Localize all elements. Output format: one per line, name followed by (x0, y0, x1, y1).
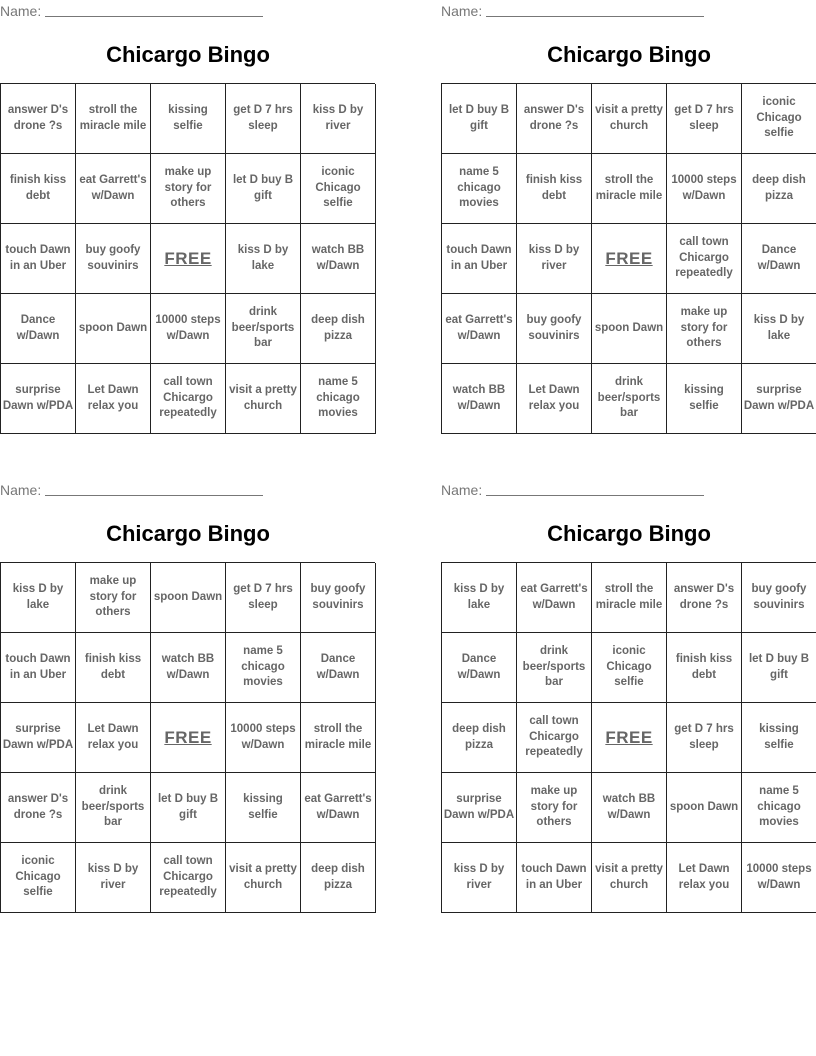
bingo-cell: drink beer/sports bar (226, 294, 301, 364)
bingo-cell: stroll the miracle mile (592, 563, 667, 633)
name-line (0, 3, 263, 19)
bingo-cell: iconic Chicago selfie (742, 84, 816, 154)
bingo-cell: Let Dawn relax you (517, 364, 592, 434)
bingo-cell: kiss D by river (442, 843, 517, 913)
name-label: Name: (0, 3, 42, 19)
bingo-cell: kiss D by lake (442, 563, 517, 633)
bingo-cell: deep dish pizza (742, 154, 816, 224)
name-blank-line (486, 3, 704, 17)
bingo-cell: 10000 steps w/Dawn (667, 154, 742, 224)
bingo-cell: make up story for others (667, 294, 742, 364)
bingo-cell: Let Dawn relax you (667, 843, 742, 913)
bingo-cell: surprise Dawn w/PDA (1, 703, 76, 773)
bingo-cell: surprise Dawn w/PDA (442, 773, 517, 843)
bingo-cell: watch BB w/Dawn (301, 224, 376, 294)
bingo-cell: Dance w/Dawn (442, 633, 517, 703)
bingo-cell: spoon Dawn (667, 773, 742, 843)
bingo-cell: touch Dawn in an Uber (1, 224, 76, 294)
name-label: Name: (441, 3, 483, 19)
bingo-cell: kissing selfie (151, 84, 226, 154)
bingo-cell: name 5 chicago movies (301, 364, 376, 434)
card-title: Chicargo Bingo (106, 521, 270, 546)
name-line (441, 3, 704, 19)
bingo-cell: eat Garrett's w/Dawn (76, 154, 151, 224)
name-blank-line (45, 482, 263, 496)
bingo-cell: Let Dawn relax you (76, 703, 151, 773)
bingo-cell: buy goofy souvinirs (517, 294, 592, 364)
bingo-grid (0, 562, 375, 913)
bingo-cell: iconic Chicago selfie (1, 843, 76, 913)
bingo-cell: kiss D by river (517, 224, 592, 294)
bingo-cell: touch Dawn in an Uber (517, 843, 592, 913)
free-space-cell: FREE (151, 703, 226, 773)
bingo-cell: 10000 steps w/Dawn (742, 843, 816, 913)
bingo-cell: Dance w/Dawn (301, 633, 376, 703)
bingo-cell: watch BB w/Dawn (442, 364, 517, 434)
bingo-cell: answer D's drone ?s (667, 563, 742, 633)
bingo-cell: iconic Chicago selfie (301, 154, 376, 224)
bingo-card (0, 0, 376, 435)
bingo-cell: kiss D by river (76, 843, 151, 913)
bingo-cell: answer D's drone ?s (1, 773, 76, 843)
bingo-cell: answer D's drone ?s (517, 84, 592, 154)
bingo-cell: call town Chicargo repeatedly (151, 364, 226, 434)
bingo-cell: 10000 steps w/Dawn (226, 703, 301, 773)
bingo-cell: spoon Dawn (76, 294, 151, 364)
bingo-cell: finish kiss debt (667, 633, 742, 703)
bingo-cell: spoon Dawn (592, 294, 667, 364)
bingo-grid (441, 83, 816, 434)
bingo-cell: drink beer/sports bar (592, 364, 667, 434)
bingo-cell: drink beer/sports bar (517, 633, 592, 703)
bingo-cell: call town Chicargo repeatedly (667, 224, 742, 294)
bingo-cell: let D buy B gift (442, 84, 517, 154)
bingo-cell: get D 7 hrs sleep (667, 703, 742, 773)
bingo-cell: name 5 chicago movies (442, 154, 517, 224)
bingo-cell: Let Dawn relax you (76, 364, 151, 434)
bingo-cell: kissing selfie (226, 773, 301, 843)
bingo-grid (0, 83, 375, 434)
bingo-cell: deep dish pizza (301, 294, 376, 364)
bingo-card (0, 479, 376, 914)
bingo-cell: touch Dawn in an Uber (1, 633, 76, 703)
bingo-cell: answer D's drone ?s (1, 84, 76, 154)
free-space-cell: FREE (592, 224, 667, 294)
bingo-cell: get D 7 hrs sleep (226, 84, 301, 154)
bingo-cell: name 5 chicago movies (226, 633, 301, 703)
bingo-cell: visit a pretty church (226, 843, 301, 913)
name-label: Name: (0, 482, 42, 498)
bingo-cell: visit a pretty church (226, 364, 301, 434)
bingo-cell: buy goofy souvinirs (76, 224, 151, 294)
bingo-cell: watch BB w/Dawn (151, 633, 226, 703)
name-label: Name: (441, 482, 483, 498)
bingo-cell: watch BB w/Dawn (592, 773, 667, 843)
bingo-cell: call town Chicargo repeatedly (151, 843, 226, 913)
bingo-cell: kiss D by lake (226, 224, 301, 294)
bingo-cell: stroll the miracle mile (592, 154, 667, 224)
name-blank-line (486, 482, 704, 496)
bingo-cell: eat Garrett's w/Dawn (517, 563, 592, 633)
bingo-cell: kissing selfie (667, 364, 742, 434)
bingo-cell: kiss D by lake (742, 294, 816, 364)
bingo-cell: let D buy B gift (226, 154, 301, 224)
bingo-cell: call town Chicargo repeatedly (517, 703, 592, 773)
bingo-grid (441, 562, 816, 913)
bingo-cell: visit a pretty church (592, 843, 667, 913)
card-title: Chicargo Bingo (547, 42, 711, 67)
bingo-cell: make up story for others (517, 773, 592, 843)
bingo-cell: eat Garrett's w/Dawn (301, 773, 376, 843)
bingo-cell: buy goofy souvinirs (301, 563, 376, 633)
bingo-cell: finish kiss debt (1, 154, 76, 224)
bingo-cell: iconic Chicago selfie (592, 633, 667, 703)
bingo-cell: get D 7 hrs sleep (226, 563, 301, 633)
bingo-cell: let D buy B gift (151, 773, 226, 843)
bingo-cell: Dance w/Dawn (742, 224, 816, 294)
free-space-cell: FREE (592, 703, 667, 773)
bingo-cell: spoon Dawn (151, 563, 226, 633)
bingo-cell: buy goofy souvinirs (742, 563, 816, 633)
bingo-cell: get D 7 hrs sleep (667, 84, 742, 154)
bingo-cell: deep dish pizza (442, 703, 517, 773)
bingo-cell: stroll the miracle mile (76, 84, 151, 154)
card-title: Chicargo Bingo (106, 42, 270, 67)
bingo-cell: kiss D by lake (1, 563, 76, 633)
bingo-cell: visit a pretty church (592, 84, 667, 154)
bingo-cell: drink beer/sports bar (76, 773, 151, 843)
bingo-cell: finish kiss debt (517, 154, 592, 224)
name-line (441, 482, 704, 498)
name-line (0, 482, 263, 498)
name-blank-line (45, 3, 263, 17)
bingo-cell: surprise Dawn w/PDA (1, 364, 76, 434)
bingo-cell: touch Dawn in an Uber (442, 224, 517, 294)
bingo-cell: surprise Dawn w/PDA (742, 364, 816, 434)
bingo-cell: eat Garrett's w/Dawn (442, 294, 517, 364)
bingo-cell: make up story for others (76, 563, 151, 633)
bingo-cell: kiss D by river (301, 84, 376, 154)
bingo-cell: kissing selfie (742, 703, 816, 773)
bingo-card (441, 0, 816, 435)
bingo-cell: name 5 chicago movies (742, 773, 816, 843)
bingo-cell: make up story for others (151, 154, 226, 224)
bingo-cell: deep dish pizza (301, 843, 376, 913)
bingo-cell: 10000 steps w/Dawn (151, 294, 226, 364)
free-space-cell: FREE (151, 224, 226, 294)
bingo-card (441, 479, 816, 914)
bingo-cell: Dance w/Dawn (1, 294, 76, 364)
bingo-cell: let D buy B gift (742, 633, 816, 703)
bingo-cell: finish kiss debt (76, 633, 151, 703)
card-title: Chicargo Bingo (547, 521, 711, 546)
bingo-cell: stroll the miracle mile (301, 703, 376, 773)
